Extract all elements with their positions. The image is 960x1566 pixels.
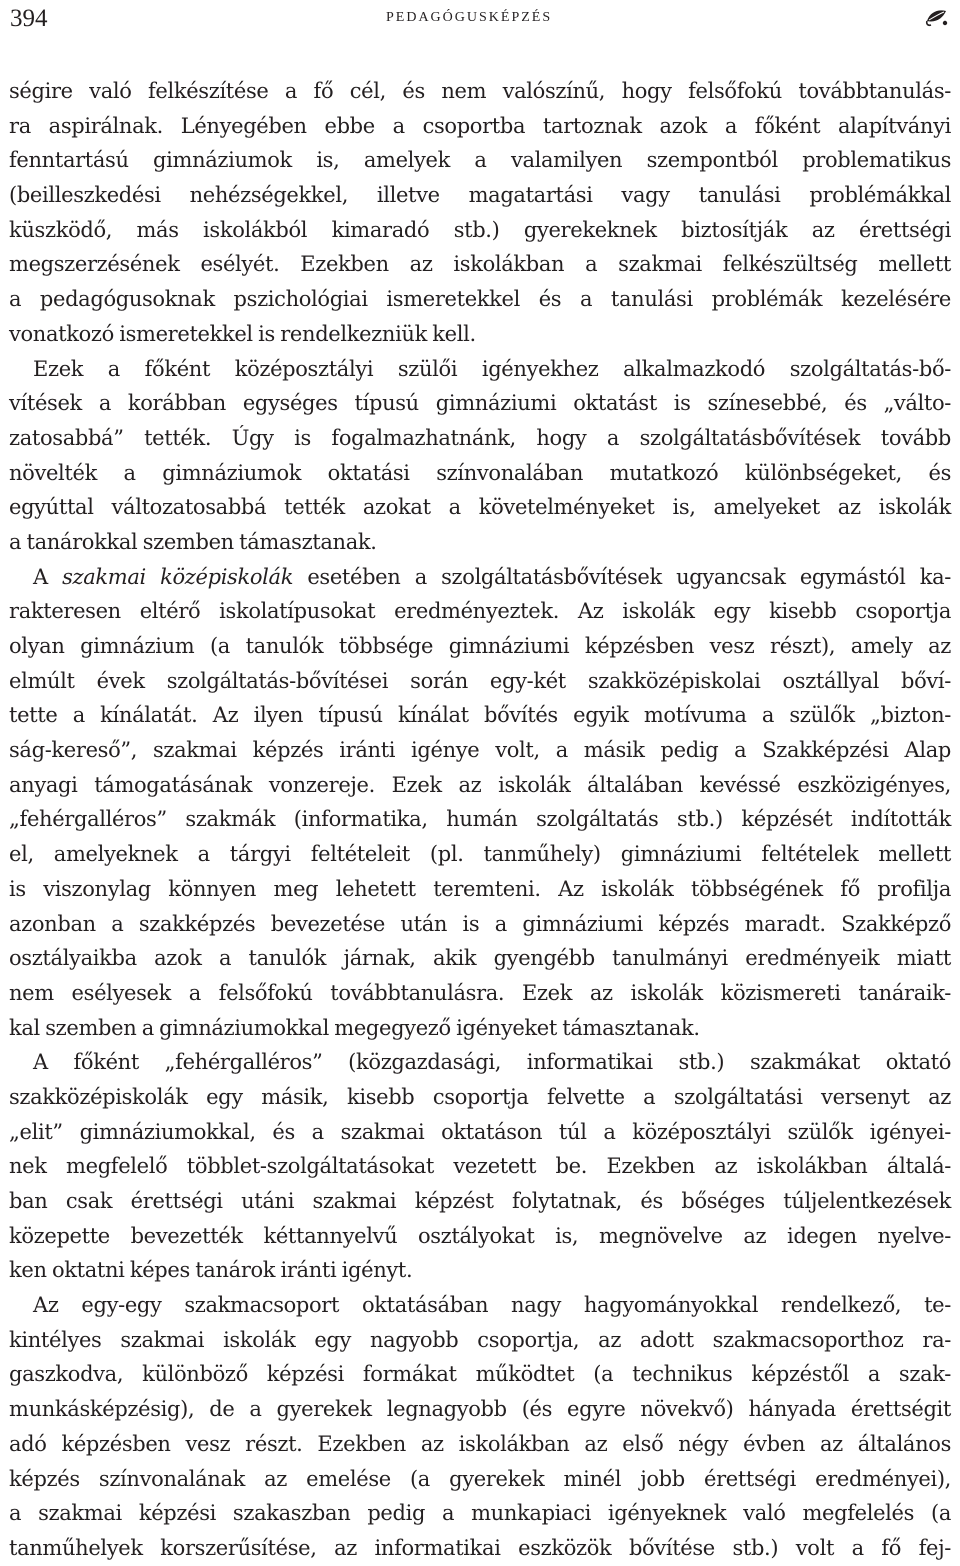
text-line: fenntartású gimnáziumok is, amelyek a valamilyen szempontból problematikus [9,148,951,173]
text-line: ra aspirálnak. Lényegében ebbe a csoportba tartoznak azok a főként alapítványi [9,113,951,138]
text-line: kintélyes szakmai iskolák egy nagyobb csoportja, az adott szakmacsoporthoz ra- [9,1327,951,1352]
text-line: rakteresen eltérő iskolatípusokat eredményeztek. Az iskolák egy kisebb csoportja [9,599,951,624]
text-line: munkásképzésig), de a gyerekek legnagyobb (és egyre növekvő) hányada érettségit [9,1397,951,1422]
text-line: kal szemben a gimnáziumokkal megegyező igényeket támasztanak. [9,1015,700,1040]
text-line: közepette bevezették kéttannyelvű osztályokat is, megnövelve az idegen nyelve- [9,1223,951,1248]
text-line: osztályaikba azok a tanulók járnak, akik gyengébb tanulmányi eredményeik miatt [9,946,951,971]
text-line: megszerzésének esélyét. Ezekben az iskolákban a szakmai felkészültség mellett [9,252,951,277]
leaf-ornament-icon [924,6,950,28]
text-line: el, amelyeknek a tárgyi feltételeit (pl. tanműhely) gimnáziumi feltételek mellett [9,842,951,867]
text-line: képzés színvonalának az emelése (a gyerekek minél jobb érettségi eredményei), [9,1466,951,1491]
text-line: Az egy-egy szakmacsoport oktatásában nagy hagyományokkal rendelkező, te- [33,1293,951,1318]
text-line: A főként „fehérgalléros” (közgazdasági, informatikai stb.) szakmákat oktató [33,1050,951,1075]
text-line: a tanárokkal szemben támasztanak. [9,529,377,554]
text-line: anyagi támogatásának vonzereje. Ezek az iskolák általában kevéssé eszközigényes, [9,772,951,797]
text-line: Ezek a főként középosztályi szülői igényekhez alkalmazkodó szolgáltatás-bő- [33,356,951,381]
text-line: is viszonylag könnyen meg lehetett teremteni. Az iskolák többségének fő profilja [9,876,951,901]
text-line [9,560,951,595]
text-line: vítések a korábban egységes típusú gimnáziumi oktatást is színesebbé, és „válto- [9,391,951,416]
page-header [0,0,960,40]
text-line: növelték a gimnáziumok oktatási színvonalában mutatkozó különbségeket, és [9,460,951,485]
text-line: vonatkozó ismeretekkel is rendelkezniük kell. [9,321,476,346]
italic-term: szakmai középiskolák [62,564,294,589]
text-line: azonban a szakképzés bevezetése után is a gimnáziumi képzés maradt. Szakképző [9,911,951,936]
text-line: „fehérgalléros” szakmák (informatika, humán szolgáltatás stb.) képzését indították [9,807,951,832]
running-head: PEDAGÓGUSKÉPZÉS [386,10,553,25]
text-line: szakközépiskolák egy másik, kisebb csoportja felvette a szolgáltatási versenyt az [9,1084,951,1109]
text-line: „elit” gimnáziumokkal, és a szakmai oktatáson túl a középosztályi szülők igényei- [9,1119,951,1144]
body-text [9,74,951,1566]
page-number: 394 [10,5,48,32]
text-run: A [33,564,63,589]
text-line: nem esélyesek a felsőfokú továbbtanulásra. Ezek az iskolák közismereti tanáraik- [9,980,951,1005]
text-line: a pedagógusoknak pszichológiai ismeretekkel és a tanulási problémák kezelésére [9,287,951,312]
text-line: gaszkodva, különböző képzési formákat működtet (a technikus képzéstől a szak- [9,1362,951,1387]
text-line: adó képzésben vesz részt. Ezekben az iskolákban az első négy évben az általános [9,1431,951,1456]
text-line: nek megfelelő többlet-szolgáltatásokat vezetett be. Ezekben az iskolákban általá- [9,1154,951,1179]
text-line: egyúttal változatosabbá tették azokat a követelményeket is, amelyeket az iskolák [9,495,951,520]
text-line: ségire való felkészítése a fő cél, és nem valószínű, hogy felsőfokú továbbtanulás- [9,79,951,103]
text-line: küszködő, más iskolákból kimaradó stb.) gyerekeknek biztosítják az érettségi [9,217,951,242]
text-line: elmúlt évek szolgáltatás-bővítései során egy-két szakközépiskolai osztállyal bőví- [9,668,951,693]
text-line: tette a kínálatát. Az ilyen típusú kínálat bővítés egyik motívuma a szülők „bizton- [9,703,951,728]
text-line: ban csak érettségi utáni szakmai képzést folytatnak, és bőséges túljelentkezések [9,1189,951,1213]
text-line: a szakmai képzési szakaszban pedig a munkapiaci igényeknek való megfelelés (a [9,1501,951,1526]
text-line: ken oktatni képes tanárok iránti igényt. [9,1258,413,1283]
text-line: (beilleszkedési nehézségekkel, illetve magatartási vagy tanulási problémákkal [9,183,951,208]
text-line: tanműhelyek korszerűsítése, az informatikai eszközök bővítése stb.) volt a fő fej- [9,1535,951,1560]
text-line: ság-kereső”, szakmai képzés iránti igénye volt, a másik pedig a Szakképzési Alap [9,738,951,763]
text-run: esetében a szolgáltatásbővítések ugyancsak egymástól ka- [293,564,951,589]
text-line: olyan gimnázium (a tanulók többsége gimnáziumi képzésben vesz részt), amely az [9,634,951,658]
text-line: zatosabbá” tették. Úgy is fogalmazhatnánk, hogy a szolgáltatásbővítések tovább [9,425,951,450]
